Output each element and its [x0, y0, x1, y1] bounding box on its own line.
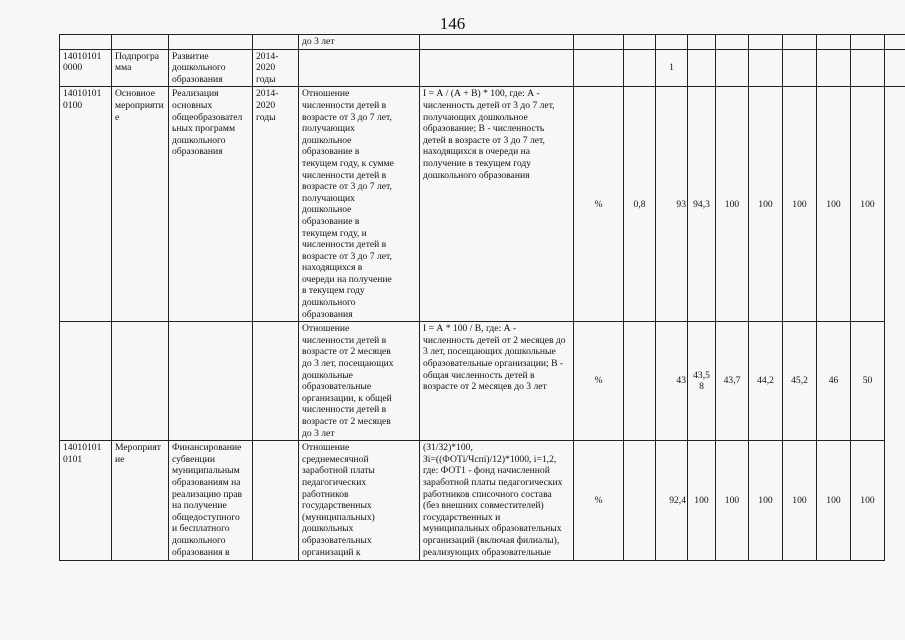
cell-code: 14010101 0000	[60, 49, 112, 87]
cell-formula: I = А / (А + В) * 100, где: А - численность детей от 3 до 7 лет, получающих дошкольное образование; В - численность детей в возрасте от 3 до 7 лет, находящихся в очереди на получение в текущем году дошкольного образования	[420, 87, 574, 322]
cell-name: Развитие дошкольного образования	[169, 49, 253, 87]
table-row-subprogram	[60, 49, 905, 87]
cell-formula: I = А * 100 / В, где: А - численность детей от 2 месяцев до 3 лет, посещающих дошкольные образовательные организации; В - общая численность детей в возрасте от 2 месяцев до 3 лет	[420, 322, 574, 441]
cell-value	[624, 322, 656, 441]
cell-value: 94,3	[688, 87, 716, 322]
cell-value: 50	[851, 322, 885, 441]
cell-value: 93	[656, 87, 688, 322]
cell-code: 14010101 0101	[60, 441, 112, 561]
page-number: 146	[439, 14, 466, 33]
cell-value	[624, 49, 656, 87]
cell-value: 45,2	[783, 322, 817, 441]
cell-value: 43,7	[716, 322, 749, 441]
program-table	[59, 34, 905, 561]
cell-period	[253, 441, 299, 561]
cell-code	[60, 35, 112, 50]
cell-value	[624, 441, 656, 561]
cell-name: Реализация основных общеобразовател ьных программ дошкольного образования	[169, 87, 253, 322]
cell-value: 43,5 8	[688, 322, 716, 441]
cell-value: 0,8	[624, 87, 656, 322]
cell-period: 2014- 2020 годы	[253, 49, 299, 87]
cell-type: Мероприят ие	[112, 441, 169, 561]
cell-value: 100	[783, 441, 817, 561]
cell-value: 100	[688, 441, 716, 561]
cell-value: 100	[817, 441, 851, 561]
cell-type	[112, 35, 169, 50]
cell-indicator: Отношение численности детей в возрасте от 2 месяцев до 3 лет, посещающих дошкольные образовательные организации, к общей численности детей в возрасте от 2 месяцев до 3 лет	[299, 322, 420, 441]
table-row-main-activity	[60, 87, 905, 322]
cell-value: 43	[656, 322, 688, 441]
cell-value: 46	[817, 322, 851, 441]
cell-value: 100	[749, 441, 783, 561]
cell-value: 100	[749, 87, 783, 322]
cell-value: 100	[783, 87, 817, 322]
cell-unit: %	[574, 322, 624, 441]
cell-formula: (З1/З2)*100, Зi=((ФОТi/Чспi)/12)*1000, i=1,2, где: ФОТ1 - фонд начисленной заработной платы педагогических работников списочного состава (без внешних совместителей) государственных и муниципальных образовательных организаций (включая филиалы), реализующих образовательные	[420, 441, 574, 561]
table-row-continuation	[60, 35, 905, 50]
cell-type: Основное мероприяти е	[112, 87, 169, 322]
cell-value: 100	[716, 87, 749, 322]
cell-indicator	[299, 49, 420, 87]
cell-formula	[420, 49, 574, 87]
table-row-indicator-2	[60, 322, 905, 441]
cell-value: 100	[851, 441, 885, 561]
cell-unit: %	[574, 87, 624, 322]
cell-unit	[574, 49, 624, 87]
cell-type: Подпрогра мма	[112, 49, 169, 87]
cell-value: 92,4	[656, 441, 688, 561]
cell-formula	[420, 35, 574, 50]
cell-name	[169, 322, 253, 441]
cell-name	[169, 35, 253, 50]
cell-value: 100	[716, 441, 749, 561]
cell-code	[60, 322, 112, 441]
table-row-activity	[60, 441, 905, 561]
cell-period	[253, 35, 299, 50]
cell-value: 100	[817, 87, 851, 322]
cell-unit	[574, 35, 624, 50]
cell-value: 44,2	[749, 322, 783, 441]
cell-value: 100	[851, 87, 885, 322]
cell-value: 1	[656, 49, 688, 87]
cell-indicator: Отношение среднемесячной заработной платы педагогических работников государственных (муниципальных) дошкольных образовательных организаций к	[299, 441, 420, 561]
cell-code: 14010101 0100	[60, 87, 112, 322]
cell-period: 2014- 2020 годы	[253, 87, 299, 322]
cell-indicator: Отношение численности детей в возрасте от 3 до 7 лет, получающих дошкольное образование в текущем году, к сумме численности детей в возрасте от 3 до 7 лет, получающих дошкольное образование в текущем году, и численности детей в возрасте от 3 до 7 лет, находящихся в очереди на получение в текущем году дошкольного образования	[299, 87, 420, 322]
cell-unit: %	[574, 441, 624, 561]
cell-name: Финансирование субвенции муниципальным образованиям на реализацию прав на получение общедоступного и бесплатного дошкольного образования в	[169, 441, 253, 561]
cell-period	[253, 322, 299, 441]
cell-indicator: до 3 лет	[299, 35, 420, 50]
cell-type	[112, 322, 169, 441]
